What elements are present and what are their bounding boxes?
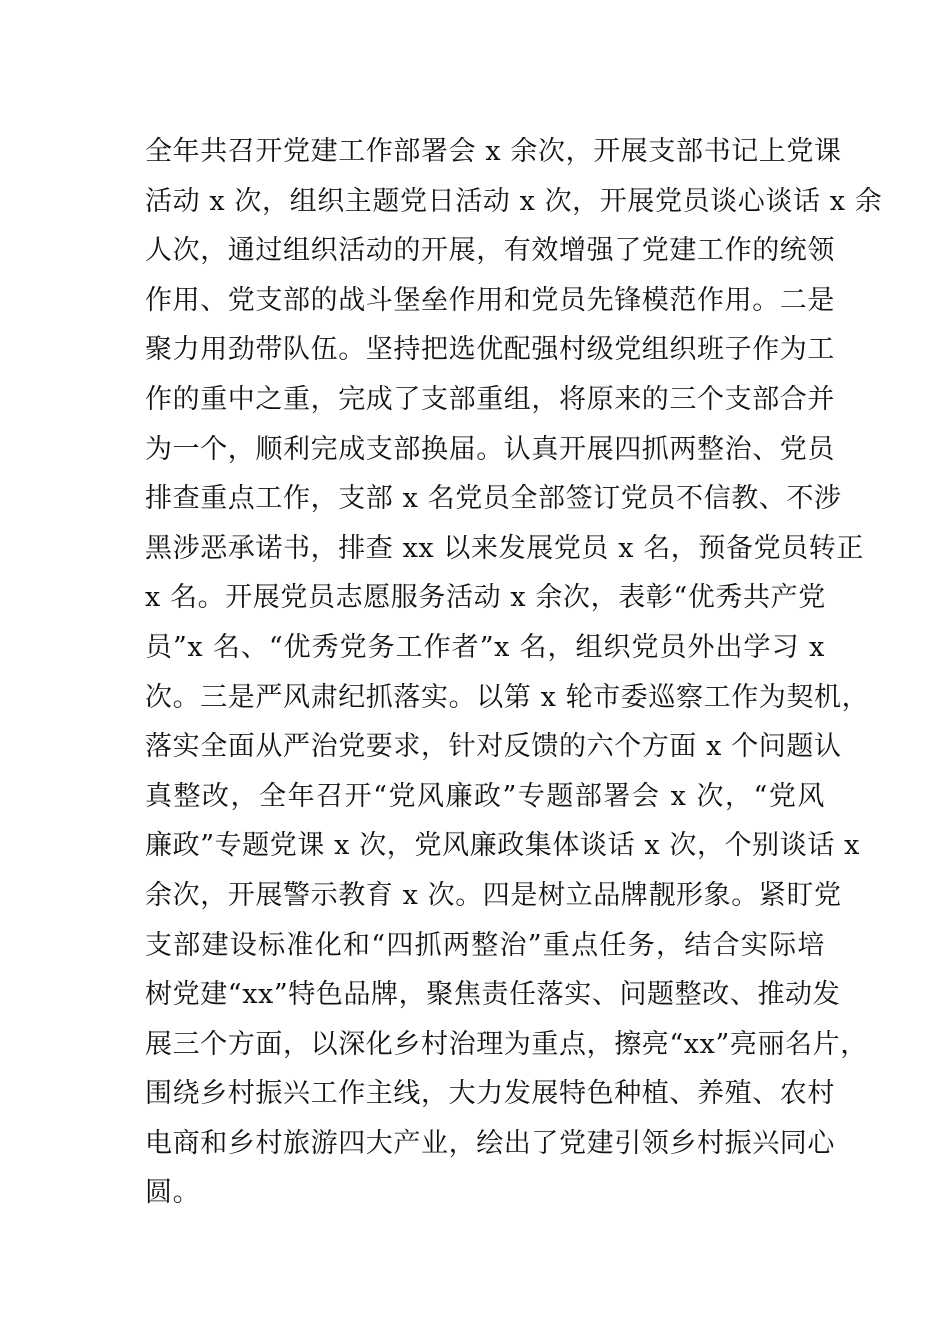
paragraph-line-14: 真整改，全年召开“党风廉政”专题部署会 x 次，“党风 (145, 780, 825, 812)
paragraph-line-3: 人次，通过组织活动的开展，有效增强了党建工作的统领 (145, 235, 835, 267)
paragraph-line-17: 支部建设标准化和“四抓两整治”重点任务，结合实际培 (145, 929, 825, 961)
paragraph-line-16: 余次，开展警示教育 x 次。四是树立品牌靓形象。紧盯党 (145, 879, 842, 911)
paragraph-line-15: 廉政”专题党课 x 次，党风廉政集体谈话 x 次，个别谈话 x (145, 830, 860, 862)
paragraph-line-9: 黑涉恶承诺书，排查 xx 以来发展党员 x 名，预备党员转正 (145, 532, 865, 564)
paragraph-line-6: 作的重中之重，完成了支部重组，将原来的三个支部合并 (145, 383, 835, 415)
paragraph-line-10: x 名。开展党员志愿服务活动 x 余次，表彰“优秀共产党 (145, 582, 826, 614)
paragraph-line-13: 落实全面从严治党要求，针对反馈的六个方面 x 个问题认 (145, 731, 842, 763)
paragraph-line-22: 圆。 (145, 1177, 201, 1209)
paragraph-line-7: 为一个，顺利完成支部换届。认真开展四抓两整治、党员 (145, 433, 835, 465)
paragraph-line-5: 聚力用劲带队伍。坚持把选优配强村级党组织班子作为工 (145, 334, 835, 366)
paragraph-line-20: 围绕乡村振兴工作主线，大力发展特色种植、养殖、农村 (145, 1078, 835, 1110)
paragraph-line-18: 树党建“xx”特色品牌，聚焦责任落实、问题整改、推动发 (145, 979, 841, 1011)
paragraph-line-19: 展三个方面，以深化乡村治理为重点，擦亮“xx”亮丽名片， (145, 1028, 868, 1060)
paragraph-line-4: 作用、党支部的战斗堡垒作用和党员先锋模范作用。二是 (145, 284, 835, 316)
body-paragraph (145, 127, 883, 1218)
paragraph-line-11: 员”x 名、“优秀党务工作者”x 名，组织党员外出学习 x (145, 631, 825, 663)
paragraph-line-21: 电商和乡村旅游四大产业，绘出了党建引领乡村振兴同心 (145, 1127, 835, 1159)
paragraph-line-1: 全年共召开党建工作部署会 x 余次，开展支部书记上党课 (145, 136, 842, 167)
paragraph-line-12: 次。三是严风肃纪抓落实。以第 x 轮市委巡察工作为契机， (145, 681, 870, 713)
paragraph-line-2: 活动 x 次，组织主题党日活动 x 次，开展党员谈心谈话 x 余 (145, 185, 883, 217)
paragraph-line-8: 排查重点工作，支部 x 名党员全部签订党员不信教、不涉 (145, 483, 842, 515)
